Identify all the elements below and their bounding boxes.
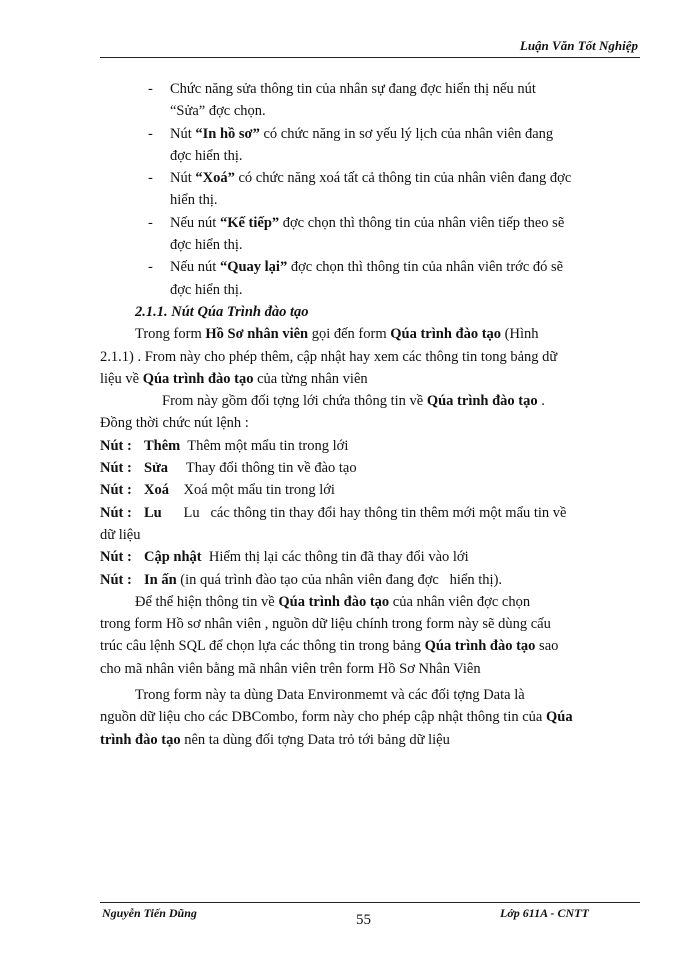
nut-label: Nút : [100,571,132,588]
text: From này gồm đối tợng lới chứa thông tin về [162,393,427,410]
nut-desc: Thay đổi thông tin về đào tạo [168,460,357,477]
para-line [100,591,630,613]
button-desc-row [100,569,630,591]
running-header: Luận Văn Tốt Nghiệp [519,38,638,53]
bullet-line: “Sửa” đợc chọn. [170,103,266,120]
bold-term: trình đào tạo [100,731,181,748]
page-number: 55 [356,912,371,928]
text: nên ta dùng đối tợng Data trỏ tới bảng dữ liệu [180,731,450,748]
paragraph-1 [100,323,630,390]
para-line [100,368,630,390]
text: đợc chọn thì thông tin của nhân viên trớc đó sẽ [287,259,564,276]
header-rule [100,57,640,58]
footer-rule [100,902,640,903]
text: Trong form [135,326,206,343]
para-line: cho mã nhân viên bằng mã nhân viên trên form Hồ Sơ Nhân Viên [100,660,481,677]
bullet-dash: - [148,170,153,187]
button-desc-row [100,479,630,501]
para-line: Trong form này ta dùng Data Environmemt và các đối tợng Data là [135,687,525,704]
text: gọi đến form [308,326,391,343]
bold-term: “Kế tiếp” [219,214,280,231]
para-line [100,729,630,751]
nut-label: Nút : [100,460,132,477]
nut-label: Nút : [100,549,132,566]
text: Nút [170,170,196,187]
bullet-item [100,167,630,212]
button-desc-row [100,457,630,479]
button-list [100,435,630,591]
bullet-dash: - [148,81,153,97]
bullet-line: hiển thị. [170,192,218,209]
nut-desc: Lu các thông tin thay đổi hay thông tin thêm mới một mẩu tin về [161,504,567,521]
text: sao [535,638,559,655]
bullet-dash: - [148,214,153,231]
nut-desc: Xoá một mẩu tin trong lới [168,482,335,499]
text: Để thể hiện thông tin về [135,593,279,610]
nut-label: Nút : [100,504,132,521]
bold-term: Qúa [545,709,573,726]
bold-term: “Xoá” [195,170,235,187]
nut-desc: Hiểm thị lại các thông tin đã thay đổi vào lới [201,549,469,566]
text: có chức năng in sơ yếu lý lịch của nhân viên đang [259,125,554,142]
page-body [100,78,630,751]
text: nguồn dữ liệu cho các DBCombo, form này cho phép cập nhật thông tin của [100,709,546,726]
paragraph-2 [100,390,630,412]
footer-author: Nguyễn Tiến Dũng [102,906,197,920]
nut-label: Nút : [100,437,132,454]
paragraph-4 [100,591,630,680]
bullet-line [170,123,630,145]
text: Nếu nút [170,259,220,276]
bullet-item [100,212,630,257]
bold-term: Qúa trình đào tạo [424,638,536,655]
bold-term: Hồ Sơ nhân viên [205,326,309,343]
text: (Hình [501,326,539,343]
paragraph-3: Đồng thời chức nút lệnh : [100,415,249,432]
bold-term: “Quay lại” [219,259,288,276]
nut-name: Lu [144,504,162,521]
para-line [100,635,630,657]
para-line [100,323,630,345]
text: trúc câu lệnh SQL để chọn lựa các thông tin trong bảng [100,638,425,655]
bullet-item [100,256,630,301]
text: Nút [170,125,196,142]
bullet-line [170,256,630,278]
bullet-line: đợc hiển thị. [170,237,243,254]
bullet-line [170,167,630,189]
button-desc-row [100,435,630,457]
footer-class: Lớp 611A - CNTT [500,906,589,920]
para-line: trong form Hồ sơ nhân viên , nguồn dữ liệu chính trong form này sẽ dùng cấu [100,616,551,633]
bullet-line: đợc hiển thị. [170,281,243,298]
nut-label: Nút : [100,482,132,499]
bold-term: Qúa trình đào tạo [278,593,390,610]
para-line: 2.1.1) . From này cho phép thêm, cập nhật hay xem các thông tin tong bảng dữ [100,348,558,365]
bullet-item [100,78,630,123]
text: liệu về [100,370,143,387]
bullet-dash: - [148,125,153,142]
paragraph-5 [100,684,630,751]
bullet-dash: - [148,259,153,276]
nut-desc: Thêm một mẩu tin trong lới [180,437,349,454]
nut-name: Cập nhật [144,549,202,566]
nut-name: Sửa [144,460,169,477]
bold-term: Qúa trình đào tạo [142,370,254,387]
button-desc-cont: dữ liệu [100,526,141,543]
nut-name: Thêm [144,437,181,454]
text: của từng nhân viên [253,370,368,387]
para-line [100,706,630,728]
section-heading: 2.1.1. Nút Qúa Trình đào tạo [135,303,309,320]
bold-term: Qúa trình đào tạo [390,326,502,343]
nut-desc: (in quá trình đào tạo của nhân viên đang đợc hiển thị). [176,571,503,588]
text: Nếu nút [170,214,220,231]
text: của nhân viên đợc chọn [389,593,531,610]
bold-term: Qúa trình đào tạo [426,393,538,410]
nut-name: Xoá [144,482,169,499]
nut-name: In ấn [144,571,177,588]
bullet-item [100,123,630,168]
button-desc-row [100,546,630,568]
button-desc-row [100,502,630,524]
bullet-line: đợc hiển thị. [170,147,243,164]
bullet-line: Chức năng sửa thông tin của nhân sự đang đợc hiển thị nếu nút [170,81,536,97]
text: đợc chọn thì thông tin của nhân viên tiếp theo sẽ [279,214,565,231]
bold-term: “In hồ sơ” [195,125,260,142]
text: . [537,393,545,410]
bullet-line [170,212,630,234]
text: có chức năng xoá tất cả thông tin của nhân viên đang đợc [234,170,572,187]
